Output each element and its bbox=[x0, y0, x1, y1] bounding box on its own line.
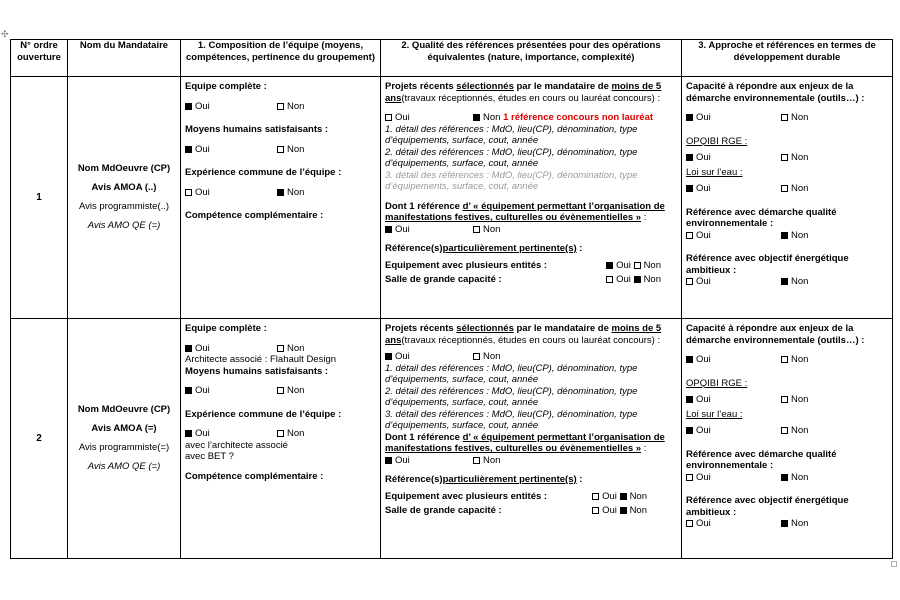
ref-energie-options: Oui Non bbox=[686, 276, 888, 288]
checkbox[interactable] bbox=[620, 493, 627, 500]
projets-recents-text: Projets récents sélectionnés par le mandataire de moins de 5 ans(travaux réceptionnés, études en cours ou lauréat concours) : bbox=[385, 81, 662, 104]
checkbox[interactable] bbox=[277, 430, 284, 437]
checkbox[interactable] bbox=[686, 427, 693, 434]
checkbox[interactable] bbox=[781, 232, 788, 239]
header-ordre: N° ordre ouverture bbox=[11, 40, 68, 77]
checkbox[interactable] bbox=[473, 353, 480, 360]
competence-complementaire-label: Compétence complémentaire : bbox=[185, 210, 324, 221]
mandataire-nom: Nom MdOeuvre (CP) bbox=[77, 163, 171, 174]
references-cell bbox=[381, 319, 682, 559]
plusieurs-entites-row: Equipement avec plusieurs entités : Oui Non bbox=[385, 490, 647, 502]
projets-options: Oui Non 1 référence concours non lauréat bbox=[385, 112, 677, 124]
header-composition: 1. Composition de l’équipe (moyens, compétences, pertinence du groupement) bbox=[181, 40, 381, 77]
table-move-handle-icon[interactable]: ✣ bbox=[1, 29, 9, 39]
checkbox[interactable] bbox=[606, 262, 613, 269]
avis-programmiste: Avis programmiste(..) bbox=[78, 201, 170, 212]
ref-qualite-options: Oui Non bbox=[686, 472, 888, 484]
checkbox[interactable] bbox=[781, 520, 788, 527]
detail-reference-1: 1. détail des références : MdO, lieu(CP), dénomination, type d’équipements, surface, cout, année bbox=[385, 362, 638, 385]
evaluation-table bbox=[10, 39, 893, 559]
experience-note: avec l’architecte associé avec BET ? bbox=[185, 439, 288, 462]
checkbox[interactable] bbox=[185, 146, 192, 153]
checkbox[interactable] bbox=[620, 507, 627, 514]
checkbox[interactable] bbox=[686, 185, 693, 192]
moyens-humains-options: Oui Non bbox=[185, 385, 376, 397]
composition-cell bbox=[181, 319, 381, 559]
checkbox[interactable] bbox=[686, 520, 693, 527]
checkbox[interactable] bbox=[686, 278, 693, 285]
loi-eau-options: Oui Non bbox=[686, 425, 888, 437]
checkbox[interactable] bbox=[781, 114, 788, 121]
checkbox[interactable] bbox=[385, 226, 392, 233]
checkbox[interactable] bbox=[781, 427, 788, 434]
checkbox[interactable] bbox=[385, 457, 392, 464]
grande-capacite-row: Salle de grande capacité : Oui Non bbox=[385, 505, 647, 516]
capacite-options: Oui Non bbox=[686, 354, 888, 366]
ref-qualite-options: Oui Non bbox=[686, 230, 888, 242]
durable-cell bbox=[682, 319, 893, 559]
checkbox[interactable] bbox=[277, 103, 284, 110]
checkbox[interactable] bbox=[185, 103, 192, 110]
projets-recents-text: Projets récents sélectionnés par le mandataire de moins de 5 ans(travaux réceptionnés, études en cours ou lauréat concours) : bbox=[385, 323, 662, 346]
checkbox[interactable] bbox=[686, 232, 693, 239]
header-row bbox=[11, 40, 893, 77]
experience-commune-label: Expérience commune de l’équipe : bbox=[185, 408, 342, 420]
header-qualite-references: 2. Qualité des références présentées pour des opérations équivalentes (nature, importance, complexité) bbox=[381, 40, 682, 77]
dont-reference-text: Dont 1 référence d’ « équipement permettant l’organisation de manifestations festives, culturelles ou évènementielles » : bbox=[385, 200, 665, 223]
header-developpement-durable: 3. Approche et références en termes de développement durable bbox=[682, 40, 893, 77]
capacite-options: Oui Non bbox=[686, 112, 888, 124]
capacite-enjeux-label: Capacité à répondre aux enjeux de la démarche environnementale (outils…) : bbox=[686, 81, 865, 104]
mandataire-nom: Nom MdOeuvre (CP) bbox=[77, 404, 171, 415]
durable-cell bbox=[682, 77, 893, 319]
projets-options: Oui Non bbox=[385, 351, 677, 363]
experience-commune-label: Expérience commune de l’équipe : bbox=[185, 167, 342, 178]
experience-commune-options: Oui Non bbox=[185, 187, 376, 199]
detail-reference-3: 3. détail des références : MdO, lieu(CP), dénomination, type d’équipements, surface, cout, année bbox=[385, 408, 638, 431]
checkbox[interactable] bbox=[185, 387, 192, 394]
equipe-complete-label: Equipe complète : bbox=[185, 81, 267, 92]
opqibi-options: Oui Non bbox=[686, 394, 888, 406]
plusieurs-entites-row: Equipement avec plusieurs entités : Oui Non bbox=[385, 259, 661, 271]
references-cell bbox=[381, 77, 682, 319]
checkbox[interactable] bbox=[592, 507, 599, 514]
opqibi-options: Oui Non bbox=[686, 152, 888, 164]
ref-qualite-label: Référence avec démarche qualité environnementale : bbox=[686, 448, 837, 471]
ref-energie-label: Référence avec objectif énergétique ambitieux : bbox=[686, 253, 849, 276]
checkbox[interactable] bbox=[781, 278, 788, 285]
table-row bbox=[11, 319, 893, 559]
equipe-complete-options: Oui Non bbox=[185, 343, 376, 355]
moyens-humains-options: Oui Non bbox=[185, 144, 376, 156]
checkbox[interactable] bbox=[686, 356, 693, 363]
mandataire-cell bbox=[68, 77, 181, 319]
avis-programmiste: Avis programmiste(=) bbox=[78, 442, 170, 453]
loi-eau-options: Oui Non bbox=[686, 183, 888, 195]
ref-energie-options: Oui Non bbox=[686, 518, 888, 530]
detail-reference-2: 2. détail des références : MdO, lieu(CP), dénomination, type d’équipements, surface, cout, année bbox=[385, 146, 638, 169]
table-row bbox=[11, 77, 893, 319]
checkbox[interactable] bbox=[781, 154, 788, 161]
dont-reference-text: Dont 1 référence d’ « équipement permettant l’organisation de manifestations festives, culturelles ou évènementielles » : bbox=[385, 431, 665, 454]
row-number: 1 bbox=[11, 77, 68, 319]
ref-energie-label: Référence avec objectif énergétique ambitieux : bbox=[686, 495, 849, 518]
detail-reference-1: 1. détail des références : MdO, lieu(CP), dénomination, type d’équipements, surface, cout, année bbox=[385, 123, 638, 146]
checkbox[interactable] bbox=[385, 353, 392, 360]
ref-qualite-label: Référence avec démarche qualité environnementale : bbox=[686, 206, 837, 229]
checkbox[interactable] bbox=[185, 430, 192, 437]
loi-eau-label: Loi sur l’eau : bbox=[686, 166, 743, 178]
experience-commune-options: Oui Non bbox=[185, 428, 376, 440]
checkbox[interactable] bbox=[781, 474, 788, 481]
checkbox[interactable] bbox=[781, 396, 788, 403]
dont-reference-options: Oui Non bbox=[385, 455, 677, 467]
checkbox[interactable] bbox=[473, 457, 480, 464]
moyens-humains-label: Moyens humains satisfaisants : bbox=[185, 365, 329, 377]
concours-note: 1 référence concours non lauréat bbox=[500, 112, 654, 123]
architecte-associe-note: Architecte associé : Flahault Design bbox=[185, 354, 337, 365]
opqibi-label: OPQIBI RGE : bbox=[686, 377, 748, 389]
checkbox[interactable] bbox=[473, 226, 480, 233]
moyens-humains-label: Moyens humains satisfaisants : bbox=[185, 124, 329, 135]
header-mandataire: Nom du Mandataire bbox=[68, 40, 181, 77]
reference-pertinente-text: Référence(s)particulièrement pertinente(s) : bbox=[385, 243, 583, 254]
avis-amo-qe: Avis AMO QE (=) bbox=[87, 461, 161, 472]
avis-amoa: Avis AMOA (..) bbox=[91, 182, 157, 193]
avis-amoa: Avis AMOA (=) bbox=[91, 423, 157, 434]
reference-pertinente-text: Référence(s)particulièrement pertinente(s) : bbox=[385, 474, 583, 485]
checkbox[interactable] bbox=[686, 474, 693, 481]
checkbox[interactable] bbox=[606, 276, 613, 283]
checkbox[interactable] bbox=[686, 396, 693, 403]
competence-complementaire-label: Compétence complémentaire : bbox=[185, 470, 324, 482]
row-number: 2 bbox=[11, 319, 68, 559]
checkbox[interactable] bbox=[686, 154, 693, 161]
checkbox[interactable] bbox=[781, 356, 788, 363]
avis-amo-qe: Avis AMO QE (=) bbox=[87, 220, 161, 231]
checkbox[interactable] bbox=[277, 345, 284, 352]
checkbox[interactable] bbox=[277, 146, 284, 153]
mandataire-cell bbox=[68, 319, 181, 559]
detail-reference-2: 2. détail des références : MdO, lieu(CP), dénomination, type d’équipements, surface, cout, année bbox=[385, 385, 638, 408]
capacite-enjeux-label: Capacité à répondre aux enjeux de la démarche environnementale (outils…) : bbox=[686, 323, 865, 346]
table-resize-handle[interactable] bbox=[891, 561, 897, 567]
checkbox[interactable] bbox=[473, 114, 480, 121]
equipe-complete-label: Equipe complète : bbox=[185, 323, 267, 334]
loi-eau-label: Loi sur l’eau : bbox=[686, 408, 743, 420]
equipe-complete-options: Oui Non bbox=[185, 101, 376, 113]
checkbox[interactable] bbox=[185, 345, 192, 352]
composition-cell bbox=[181, 77, 381, 319]
checkbox[interactable] bbox=[385, 114, 392, 121]
checkbox[interactable] bbox=[185, 189, 192, 196]
checkbox[interactable] bbox=[781, 185, 788, 192]
opqibi-label: OPQIBI RGE : bbox=[686, 135, 748, 147]
checkbox[interactable] bbox=[634, 276, 641, 283]
checkbox[interactable] bbox=[277, 189, 284, 196]
checkbox[interactable] bbox=[634, 262, 641, 269]
checkbox[interactable] bbox=[277, 387, 284, 394]
detail-reference-3: 3. détail des références : MdO, lieu(CP), dénomination, type d’équipements, surface, cout, année bbox=[385, 169, 638, 192]
checkbox[interactable] bbox=[686, 114, 693, 121]
dont-reference-options: Oui Non bbox=[385, 224, 677, 236]
grande-capacite-row: Salle de grande capacité : Oui Non bbox=[385, 274, 661, 285]
checkbox[interactable] bbox=[592, 493, 599, 500]
